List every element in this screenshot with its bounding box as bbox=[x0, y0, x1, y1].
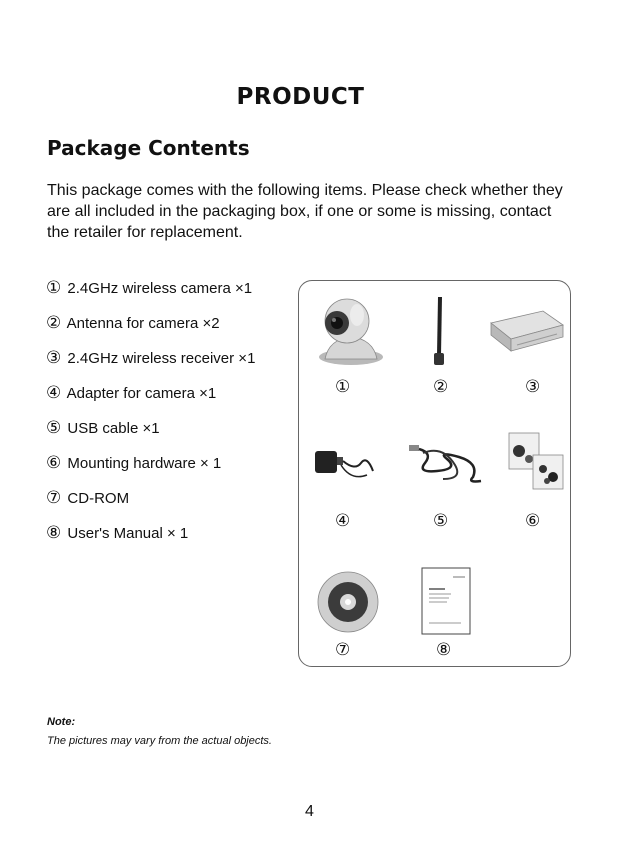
adapter-icon bbox=[311, 441, 379, 485]
item-number: ⑦ bbox=[46, 488, 62, 507]
photo-number: ⑥ bbox=[525, 511, 541, 530]
list-item bbox=[46, 313, 220, 333]
item-number: ④ bbox=[46, 383, 62, 402]
cd-icon bbox=[315, 569, 381, 635]
manual-icon bbox=[421, 567, 471, 635]
item-label: Antenna for camera ×2 bbox=[66, 315, 220, 332]
product-photo-panel bbox=[298, 280, 571, 667]
item-number: ③ bbox=[46, 348, 62, 367]
item-label: USB cable ×1 bbox=[67, 420, 160, 437]
item-label: Adapter for camera ×1 bbox=[66, 385, 217, 402]
camera-icon bbox=[311, 295, 386, 367]
photo-number: ⑧ bbox=[436, 640, 452, 659]
item-number: ⑥ bbox=[46, 453, 62, 472]
usb-cable-icon bbox=[403, 439, 487, 485]
item-number: ⑧ bbox=[46, 523, 62, 542]
photo-number: ② bbox=[433, 377, 449, 396]
receiver-icon bbox=[487, 307, 567, 355]
item-label: User's Manual × 1 bbox=[67, 525, 189, 542]
list-item bbox=[46, 523, 188, 543]
intro-paragraph: This package comes with the following items. Please check whether they are all included in the packaging box, if one or some is missing, contact the retailer for replacement. bbox=[47, 182, 563, 241]
antenna-icon bbox=[427, 295, 451, 367]
item-label: CD-ROM bbox=[67, 490, 130, 507]
list-item bbox=[46, 418, 160, 438]
item-number: ② bbox=[46, 313, 62, 332]
page-title: PRODUCT bbox=[236, 84, 365, 110]
photo-number: ⑦ bbox=[335, 640, 351, 659]
item-number: ① bbox=[46, 278, 62, 297]
mounting-hardware-icon bbox=[505, 431, 569, 493]
photo-number: ① bbox=[335, 377, 351, 396]
item-label: 2.4GHz wireless receiver ×1 bbox=[67, 350, 256, 367]
list-item bbox=[46, 278, 252, 298]
list-item bbox=[46, 488, 129, 508]
note-title: Note: bbox=[47, 716, 76, 728]
photo-number: ⑤ bbox=[433, 511, 449, 530]
photo-number: ③ bbox=[525, 377, 541, 396]
list-item bbox=[46, 453, 221, 473]
item-label: Mounting hardware × 1 bbox=[67, 455, 222, 472]
item-number: ⑤ bbox=[46, 418, 62, 437]
list-item bbox=[46, 383, 216, 403]
list-item bbox=[46, 348, 255, 368]
section-title: Package Contents bbox=[47, 136, 250, 160]
item-label: 2.4GHz wireless camera ×1 bbox=[67, 280, 253, 297]
page-number: 4 bbox=[305, 803, 314, 820]
photo-number: ④ bbox=[335, 511, 351, 530]
note-text: The pictures may vary from the actual objects. bbox=[47, 735, 272, 747]
